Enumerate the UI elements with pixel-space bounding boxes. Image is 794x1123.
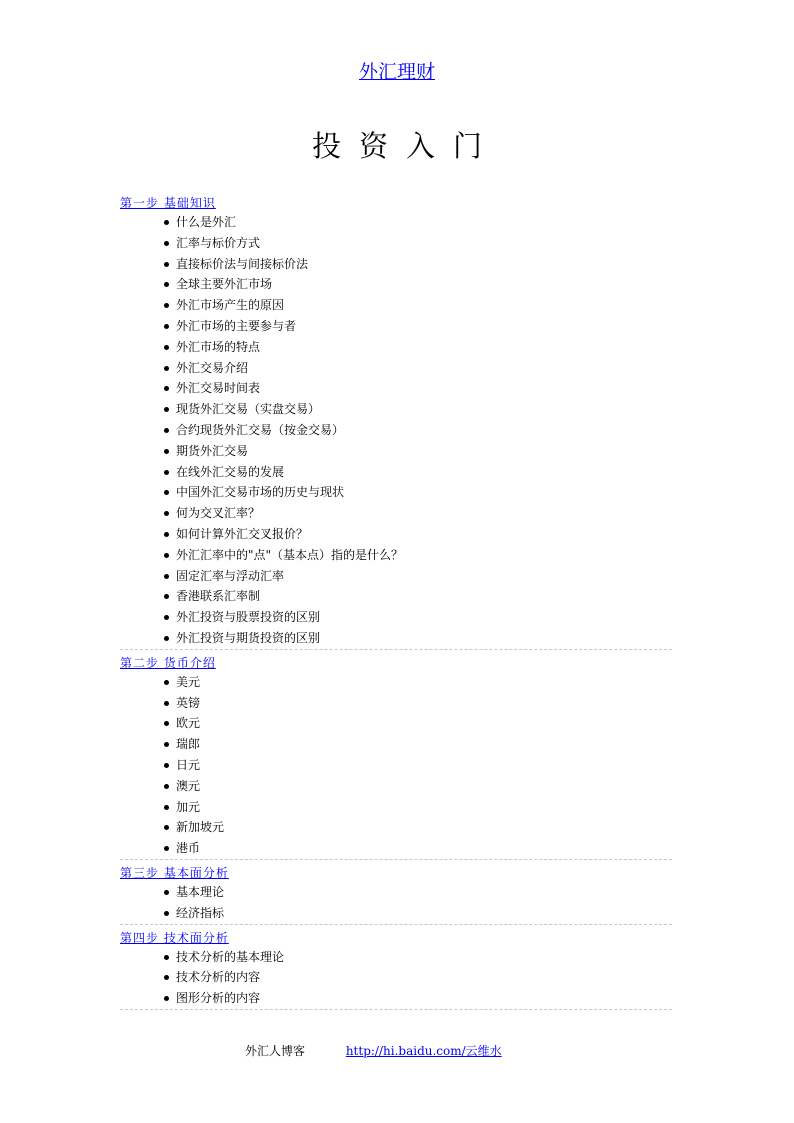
list-item: 图形分析的内容 bbox=[120, 988, 672, 1009]
footer-blog-link[interactable]: http://hi.baidu.com/云维水 bbox=[345, 1044, 502, 1058]
list-item: 何为交叉汇率？ bbox=[120, 503, 672, 524]
list-item: 外汇投资与股票投资的区别 bbox=[120, 607, 672, 628]
section-divider bbox=[120, 649, 672, 650]
list-item: 澳元 bbox=[120, 776, 672, 797]
list-item: 技术分析的基本理论 bbox=[120, 947, 672, 968]
list-item: 外汇汇率中的"点"（基本点）指的是什么？ bbox=[120, 545, 672, 566]
list-item: 外汇投资与期货投资的区别 bbox=[120, 628, 672, 649]
section-divider bbox=[120, 1009, 672, 1010]
section-4 bbox=[120, 927, 672, 1010]
list-item: 如何计算外汇交叉报价？ bbox=[120, 524, 672, 545]
forex-finance-link[interactable]: 外汇理财 bbox=[358, 61, 435, 83]
section-3 bbox=[120, 862, 672, 925]
list-item: 现货外汇交易（实盘交易） bbox=[120, 399, 672, 420]
section-heading-link[interactable]: 第三步 基本面分析 bbox=[120, 865, 229, 880]
footer bbox=[245, 1042, 502, 1059]
list-item: 基本理论 bbox=[120, 882, 672, 903]
list-item: 加元 bbox=[120, 797, 672, 818]
section-2 bbox=[120, 652, 672, 860]
list-item: 新加坡元 bbox=[120, 817, 672, 838]
list-item: 外汇交易时间表 bbox=[120, 378, 672, 399]
page-title: 投资入门 bbox=[311, 129, 500, 163]
section-1 bbox=[120, 192, 672, 650]
list-item: 香港联系汇率制 bbox=[120, 586, 672, 607]
list-item: 技术分析的内容 bbox=[120, 967, 672, 988]
section-item-list bbox=[120, 672, 672, 859]
list-item: 汇率与标价方式 bbox=[120, 233, 672, 254]
toc-content bbox=[120, 192, 672, 1012]
list-item: 港币 bbox=[120, 838, 672, 859]
list-item: 美元 bbox=[120, 672, 672, 693]
section-item-list bbox=[120, 882, 672, 924]
section-heading-link[interactable]: 第二步 货币介绍 bbox=[120, 655, 216, 670]
section-heading-link[interactable]: 第一步 基础知识 bbox=[120, 196, 216, 210]
list-item: 中国外汇交易市场的历史与现状 bbox=[120, 482, 672, 503]
list-item: 外汇交易介绍 bbox=[120, 358, 672, 379]
list-item: 欧元 bbox=[120, 713, 672, 734]
list-item: 瑞郎 bbox=[120, 734, 672, 755]
section-item-list bbox=[120, 947, 672, 1009]
list-item: 固定汇率与浮动汇率 bbox=[120, 566, 672, 587]
list-item: 经济指标 bbox=[120, 903, 672, 924]
section-heading-link[interactable]: 第四步 技术面分析 bbox=[120, 930, 229, 945]
list-item: 英镑 bbox=[120, 693, 672, 714]
list-item: 外汇市场的主要参与者 bbox=[120, 316, 672, 337]
list-item: 在线外汇交易的发展 bbox=[120, 462, 672, 483]
footer-author: 外汇人博客 bbox=[245, 1044, 306, 1058]
list-item: 全球主要外汇市场 bbox=[120, 274, 672, 295]
section-item-list bbox=[120, 212, 672, 649]
section-divider bbox=[120, 924, 672, 925]
list-item: 什么是外汇 bbox=[120, 212, 672, 233]
list-item: 合约现货外汇交易（按金交易） bbox=[120, 420, 672, 441]
header-link-container bbox=[0, 57, 794, 84]
section-divider bbox=[120, 859, 672, 860]
list-item: 期货外汇交易 bbox=[120, 441, 672, 462]
list-item: 直接标价法与间接标价法 bbox=[120, 254, 672, 275]
list-item: 外汇市场产生的原因 bbox=[120, 295, 672, 316]
list-item: 日元 bbox=[120, 755, 672, 776]
list-item: 外汇市场的特点 bbox=[120, 337, 672, 358]
